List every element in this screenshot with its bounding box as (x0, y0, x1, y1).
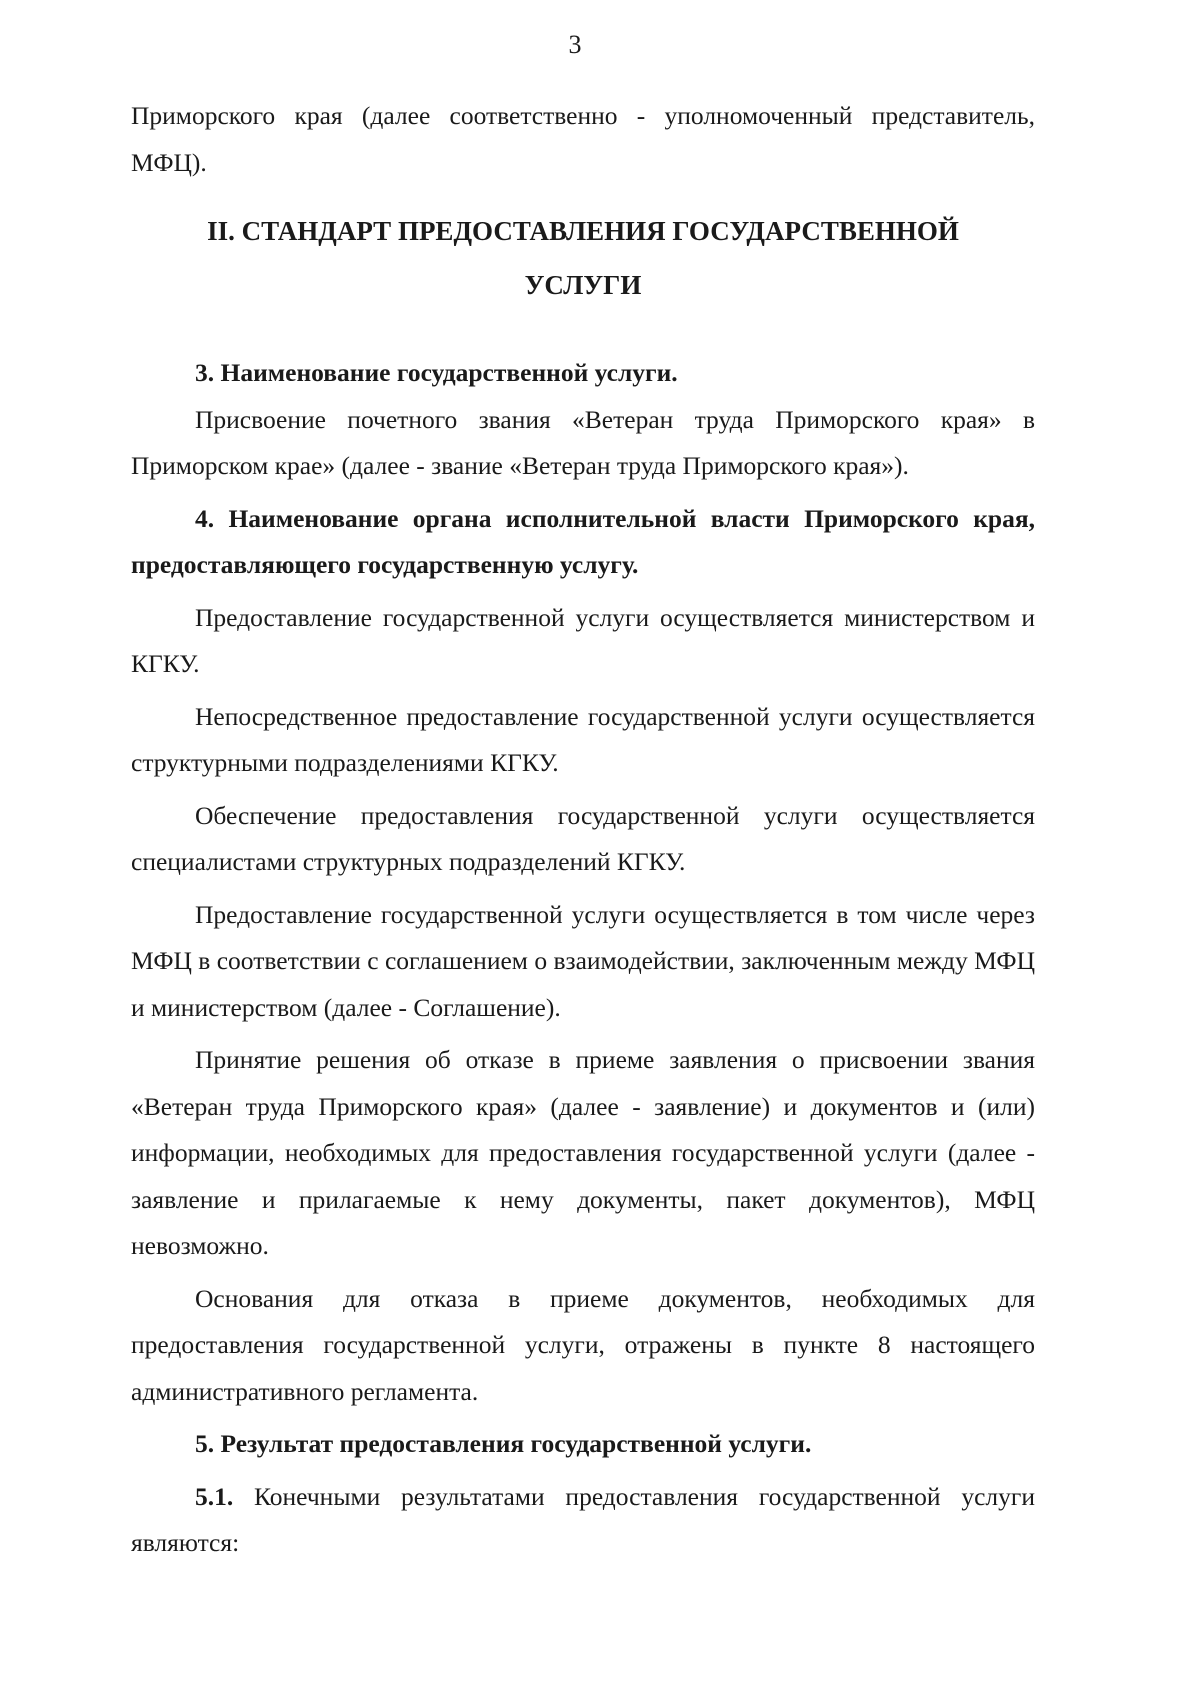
heading-item-5: 5. Результат предоставления государственной услуги. (195, 1429, 812, 1458)
item-text: Конечными результатами предоставления государственной услуги являются: (131, 1481, 1035, 1557)
paragraph-refusal-grounds: Основания для отказа в приеме документов, необходимых для предоставления государственной услуги, отражены в пункте 8 настоящего административного регламента. (131, 1283, 1035, 1406)
heading-item-3: 3. Наименование государственной услуги. (195, 358, 678, 387)
paragraph-provision-support: Обеспечение предоставления государственной услуги осуществляется специалистами структурных подразделений КГКУ. (131, 800, 1035, 876)
heading-item-4: 4. Наименование органа исполнительной власти Приморского края, предоставляющего государственную услугу. (131, 503, 1035, 579)
section-heading: II. СТАНДАРТ ПРЕДОСТАВЛЕНИЯ ГОСУДАРСТВЕННОЙ УСЛУГИ (207, 216, 959, 300)
paragraph-provider: Предоставление государственной услуги осуществляется министерством и КГКУ. (131, 602, 1035, 678)
document-body (131, 93, 1035, 1567)
paragraph-service-name: Присвоение почетного звания «Ветеран труда Приморского края» в Приморском крае» (далее - звание «Ветеран труда Приморского края»). (131, 404, 1035, 480)
paragraph-results (131, 1474, 1035, 1567)
page-number: 3 (568, 30, 582, 59)
paragraph-mfc-agreement: Предоставление государственной услуги осуществляется в том числе через МФЦ в соответствии с соглашением о взаимодействии, заключенным между МФЦ и министерством (далее - Соглашение). (131, 899, 1035, 1022)
paragraph-refusal-decision: Принятие решения об отказе в приеме заявления о присвоении звания «Ветеран труда Приморского края» (далее - заявление) и документов и (или) информации, необходимых для предоставления государственной услуги (далее - заявление и прилагаемые к нему документы, пакет документов), МФЦ невозможно. (131, 1045, 1035, 1260)
item-number: 5.1. (195, 1481, 234, 1511)
intro-paragraph: Приморского края (далее соответственно - уполномоченный представитель, МФЦ). (131, 101, 1035, 177)
paragraph-direct-provision: Непосредственное предоставление государственной услуги осуществляется структурными подразделениями КГКУ. (131, 701, 1035, 777)
